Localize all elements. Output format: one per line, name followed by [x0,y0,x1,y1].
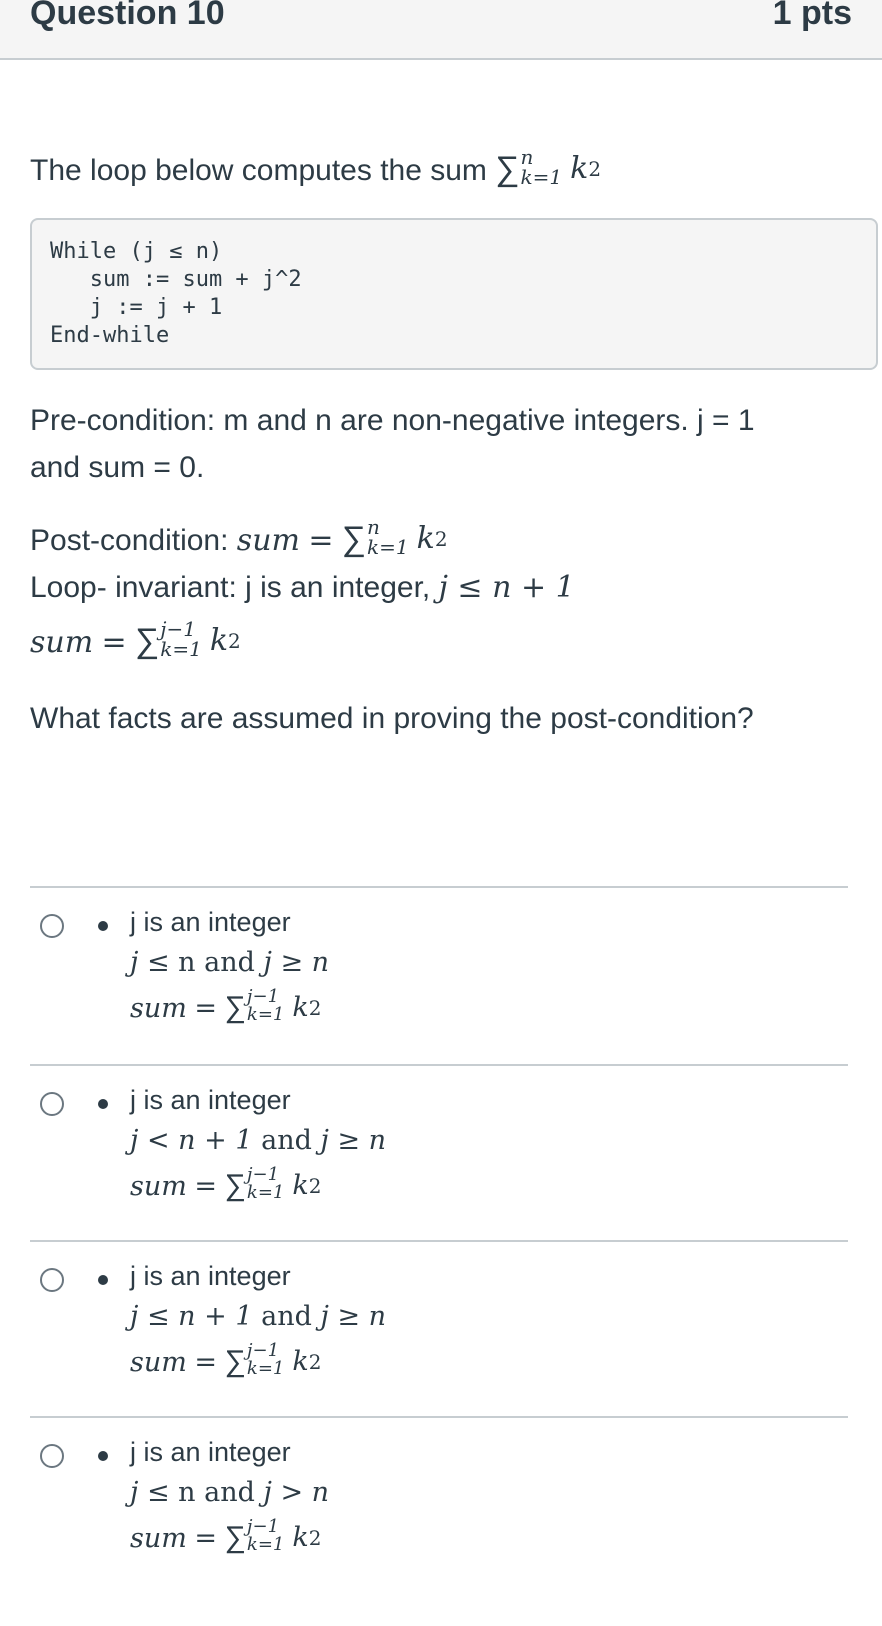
answer-option-1[interactable]: j is an integer j ≤ n and j ≥ n sum = ∑ j−1 k=1 k 2 [30,888,848,1058]
question-intro: The loop below computes the sum ∑ n k=1 k 2 [30,146,601,194]
post-condition: Post-condition: sum = ∑ n k=1 k 2 [30,515,448,559]
answer-option-3[interactable]: j is an integer j ≤ n + 1 and j ≥ n sum = ∑ j−1 k=1 k 2 [30,1242,848,1412]
answer-option-4[interactable]: j is an integer j ≤ n and j > n sum = ∑ j−1 k=1 k 2 [30,1418,848,1588]
bullet-icon [98,1099,108,1109]
radio-button[interactable] [40,1092,64,1116]
radio-button[interactable] [40,1444,64,1468]
loop-invariant: Loop- invariant: j is an integer, j ≤ n + 1 [30,570,575,605]
radio-button[interactable] [40,914,64,938]
question-prompt: What facts are assumed in proving the post-condition? [30,702,754,735]
loop-invariant-sum: sum = ∑ j−1 k=1 k 2 [30,617,241,661]
radio-button[interactable] [40,1268,64,1292]
pre-condition-line2: and sum = 0. [30,451,205,484]
question-points: 1 pts [772,0,852,32]
question-title: Question 10 [30,0,225,32]
answer-option-2[interactable]: j is an integer j < n + 1 and j ≥ n sum = ∑ j−1 k=1 k 2 [30,1066,848,1236]
code-block: While (j ≤ n) sum := sum + j^2 j := j + 1 End-while [30,218,878,370]
bullet-icon [98,1451,108,1461]
bullet-icon [98,1275,108,1285]
pre-condition-line1: Pre-condition: m and n are non-negative integers. j = 1 [30,404,755,437]
bullet-icon [98,921,108,931]
question-header [0,0,882,60]
sum-expression: ∑ n k=1 k 2 [495,145,602,189]
